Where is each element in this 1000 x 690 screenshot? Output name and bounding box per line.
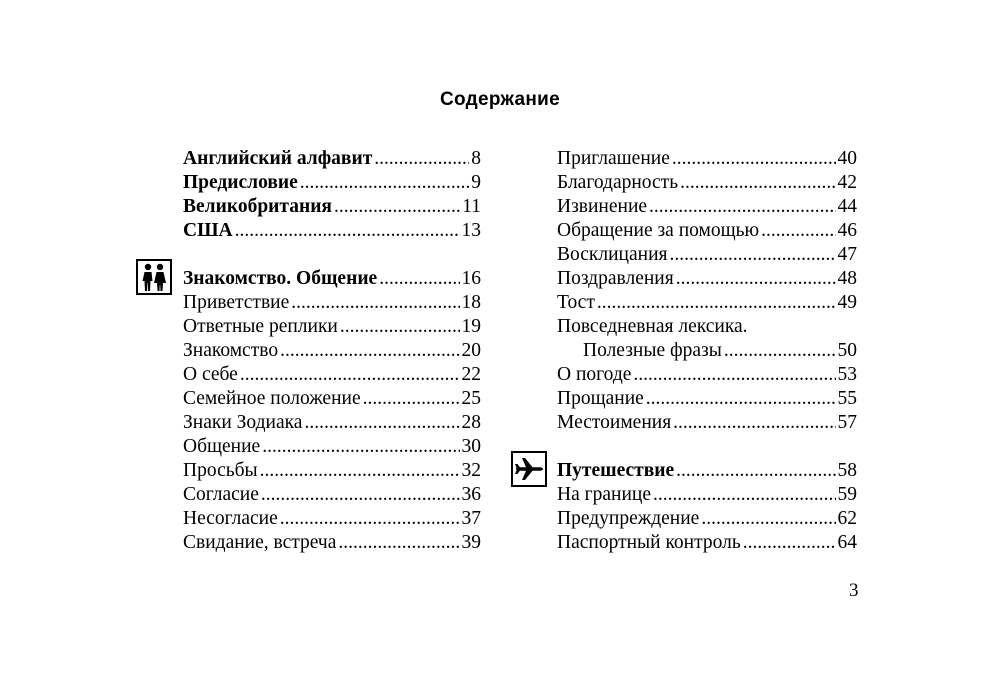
dot-leader (646, 387, 836, 411)
toc-entry-title: Знакомство. Общение (183, 268, 378, 289)
toc-entry-page: 20 (461, 340, 481, 361)
toc-entry[interactable] (557, 267, 857, 291)
toc-entry-page: 48 (837, 268, 857, 289)
toc-entry-title: Свидание, встреча (183, 532, 337, 553)
toc-entry-page: 36 (461, 484, 481, 505)
toc-entry[interactable] (183, 411, 481, 435)
toc-entry-title: США (183, 220, 233, 241)
toc-entry-page: 8 (471, 148, 481, 169)
toc-entry-title: Просьбы (183, 460, 258, 481)
dot-leader (280, 339, 459, 363)
toc-entry[interactable] (557, 339, 857, 363)
toc-entry[interactable] (557, 147, 857, 171)
toc-entry-page: 22 (461, 364, 481, 385)
dot-leader (240, 363, 460, 387)
toc-entry-title: Поздравления (557, 268, 674, 289)
dot-leader (338, 531, 459, 555)
toc-entry-page: 47 (837, 244, 857, 265)
toc-entry-page: 25 (461, 388, 481, 409)
toc-entry[interactable] (557, 531, 857, 555)
dot-leader (761, 219, 835, 243)
toc-entry[interactable] (557, 363, 857, 387)
toc-entry-title: Приветствие (183, 292, 290, 313)
toc-entry-title: Предупреждение (557, 508, 700, 529)
dot-leader (676, 459, 835, 483)
toc-entry-title: Семейное положение (183, 388, 361, 409)
toc-entry-page: 49 (837, 292, 857, 313)
toc-entry[interactable] (183, 315, 481, 339)
toc-entry-page: 30 (461, 436, 481, 457)
toc-entry[interactable] (183, 387, 481, 411)
dot-leader (363, 387, 460, 411)
toc-entry-page: 53 (837, 364, 857, 385)
airplane-icon (511, 451, 547, 487)
toc-entry[interactable] (183, 267, 481, 291)
toc-entry[interactable] (557, 459, 857, 483)
toc-entry-title: О погоде (557, 364, 632, 385)
dot-leader (649, 195, 835, 219)
toc-entry-title: На границе (557, 484, 651, 505)
dot-leader (597, 291, 836, 315)
toc-entry[interactable] (183, 291, 481, 315)
toc-entry-title: Прощание (557, 388, 644, 409)
toc-entry-title: О себе (183, 364, 238, 385)
toc-entry[interactable] (557, 195, 857, 219)
toc-entry[interactable] (183, 483, 481, 507)
toc-right-column (557, 147, 857, 555)
toc-entry-page: 50 (837, 340, 857, 361)
toc-entry-title: Великобритания (183, 196, 332, 217)
toc-entry-page: 19 (461, 316, 481, 337)
dot-leader (672, 147, 836, 171)
toc-entry-title: Благодарность (557, 172, 679, 193)
page-title: Содержание (439, 89, 561, 110)
toc-entry-title: Английский алфавит (183, 148, 373, 169)
dot-leader (262, 435, 459, 459)
toc-entry[interactable] (557, 507, 857, 531)
toc-entry-title: Предисловие (183, 172, 298, 193)
dot-leader (300, 171, 469, 195)
toc-entry-title: Полезные фразы (583, 340, 722, 361)
page-number: 3 (849, 580, 859, 601)
toc-entry[interactable] (183, 459, 481, 483)
toc-entry-title: Знакомство (183, 340, 279, 361)
toc-left-column (183, 147, 481, 555)
toc-entry-title: Ответные реплики (183, 316, 338, 337)
dot-leader (340, 315, 460, 339)
toc-entry-title: Путешествие (557, 460, 675, 481)
toc-entry-page: 32 (461, 460, 481, 481)
dot-leader (653, 483, 836, 507)
toc-entry-title: Извинение (557, 196, 648, 217)
toc-entry-page: 28 (461, 412, 481, 433)
toc-entry-title: Несогласие (183, 508, 278, 529)
toc-entry[interactable] (183, 363, 481, 387)
toc-entry-page: 39 (461, 532, 481, 553)
dot-leader (291, 291, 459, 315)
toc-entry[interactable] (183, 435, 481, 459)
toc-entry-page: 18 (461, 292, 481, 313)
toc-entry-page: 57 (837, 412, 857, 433)
toc-entry[interactable] (557, 315, 857, 339)
dot-leader (280, 507, 460, 531)
toc-entry[interactable] (183, 219, 481, 243)
toc-entry[interactable] (557, 171, 857, 195)
toc-entry[interactable] (557, 291, 857, 315)
toc-entry-page: 62 (837, 508, 857, 529)
toc-entry-title: Местоимения (557, 412, 672, 433)
dot-leader (743, 531, 836, 555)
toc-entry-title: Паспортный контроль (557, 532, 741, 553)
toc-entry-page: 59 (837, 484, 857, 505)
dot-leader (235, 219, 460, 243)
dot-leader (673, 411, 835, 435)
toc-entry[interactable] (183, 339, 481, 363)
toc-entry-page: 44 (837, 196, 857, 217)
dot-leader (676, 267, 836, 291)
toc-entry-page: 37 (461, 508, 481, 529)
toc-entry-page: 9 (471, 172, 481, 193)
toc-entry-page: 16 (461, 268, 481, 289)
dot-leader (261, 483, 460, 507)
dot-leader (379, 267, 459, 291)
toc-entry-title: Повседневная лексика. (557, 316, 748, 337)
dot-leader (669, 243, 835, 267)
toc-entry[interactable] (183, 531, 481, 555)
toc-entry[interactable] (557, 483, 857, 507)
toc-entry-page: 55 (837, 388, 857, 409)
toc-entry-title: Обращение за помощью (557, 220, 760, 241)
toc-entry-title: Согласие (183, 484, 259, 505)
toc-entry-title: Общение (183, 436, 261, 457)
dot-leader (680, 171, 835, 195)
dot-leader (304, 411, 459, 435)
toc-entry-page: 58 (837, 460, 857, 481)
dot-leader (374, 147, 469, 171)
toc-entry-page: 13 (461, 220, 481, 241)
toc-entry-page: 42 (837, 172, 857, 193)
toc-entry-title: Приглашение (557, 148, 670, 169)
dot-leader (334, 195, 460, 219)
dot-leader (633, 363, 835, 387)
toc-entry-page: 40 (837, 148, 857, 169)
toc-entry-title: Восклицания (557, 244, 668, 265)
dot-leader (260, 459, 460, 483)
toc-entry[interactable] (557, 243, 857, 267)
toc-entry[interactable] (183, 171, 481, 195)
toc-entry[interactable] (183, 507, 481, 531)
section-gap (557, 435, 857, 459)
section-gap (183, 243, 481, 267)
toc-entry-page: 46 (837, 220, 857, 241)
toc-entry[interactable] (183, 195, 481, 219)
toc-entry-page: 11 (462, 196, 481, 217)
toc-entry-page: 64 (837, 532, 857, 553)
toc-entry-title: Знаки Зодиака (183, 412, 303, 433)
toc-entry[interactable] (183, 147, 481, 171)
toc-entry[interactable] (557, 387, 857, 411)
dot-leader (724, 339, 836, 363)
toc-entry-title: Тост (557, 292, 595, 313)
dot-leader (701, 507, 835, 531)
people-icon (136, 259, 172, 295)
toc-entry[interactable] (557, 219, 857, 243)
toc-entry[interactable] (557, 411, 857, 435)
